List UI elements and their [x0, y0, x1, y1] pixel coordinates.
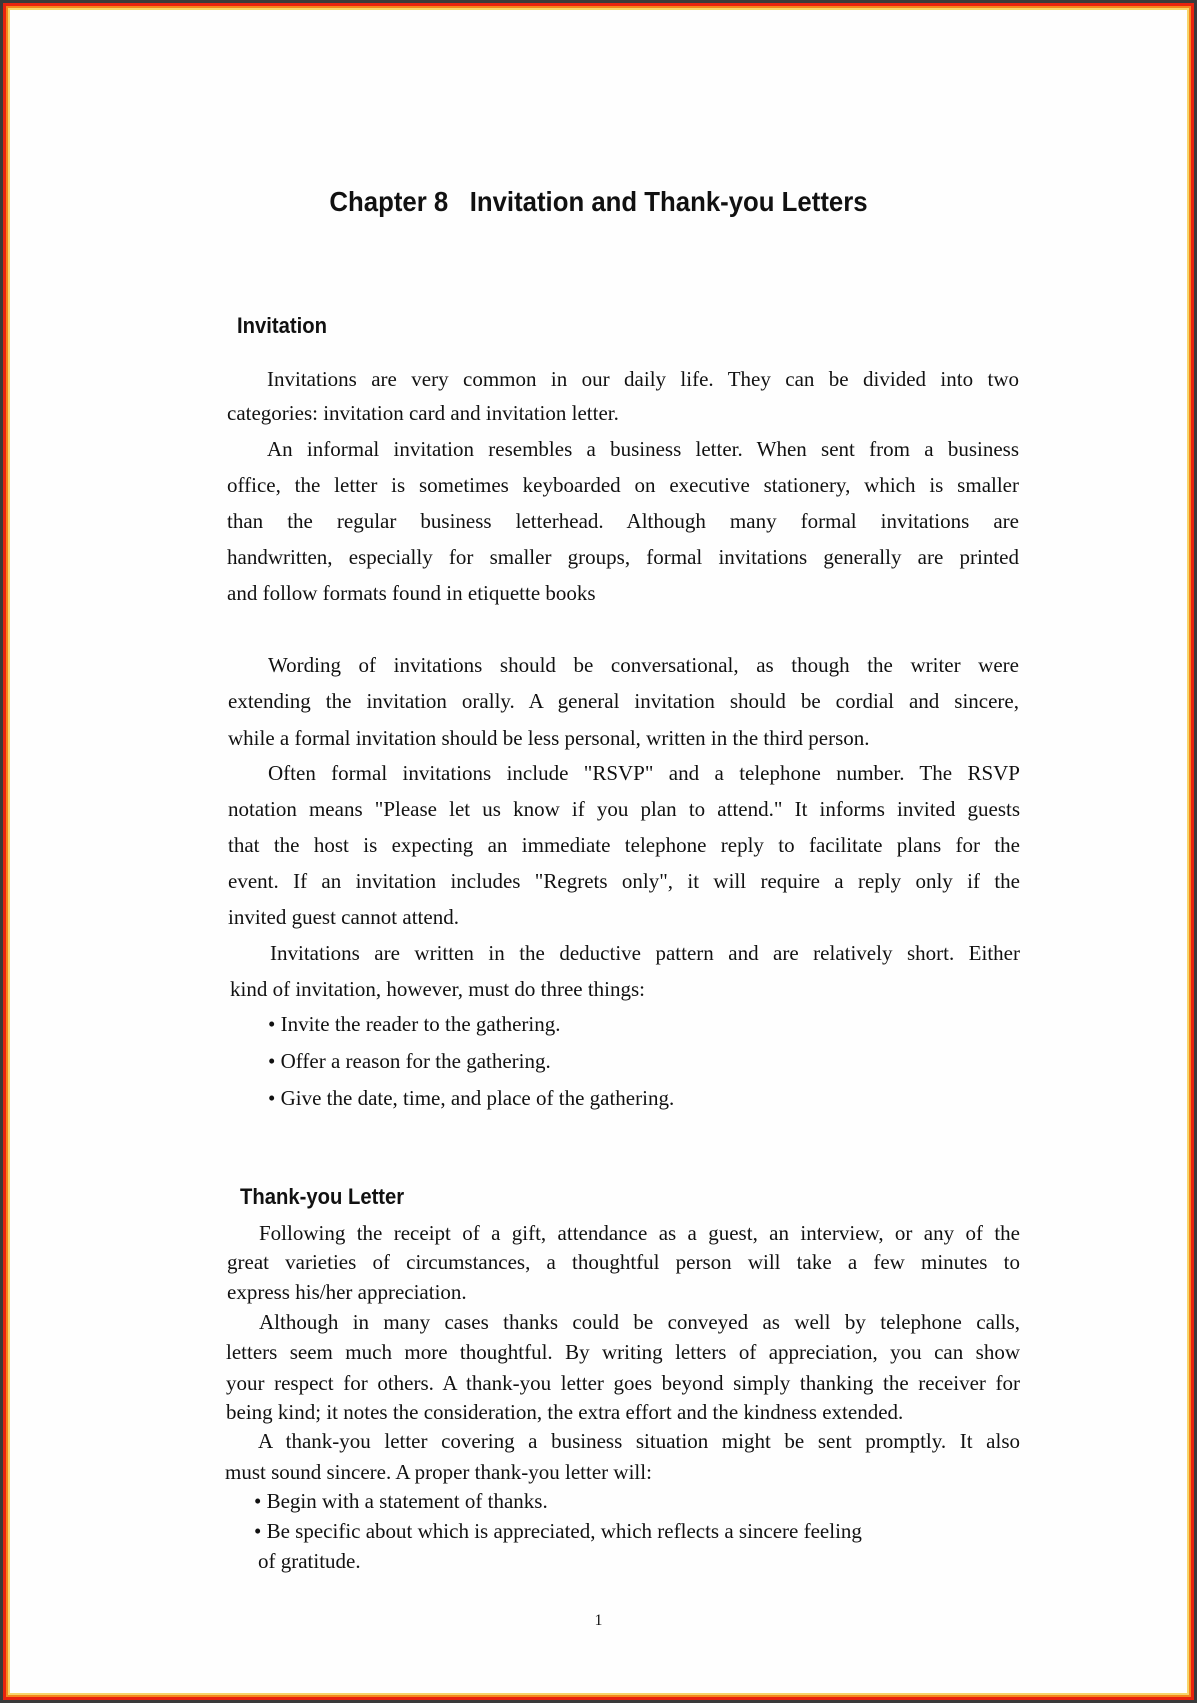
- invitation-text-line: • Give the date, time, and place of the gathering.: [268, 1086, 675, 1110]
- thank-you-text-line: express his/her appreciation.: [227, 1280, 467, 1304]
- page-number: 1: [594, 1612, 603, 1629]
- document-page: [10, 10, 1187, 1693]
- thank-you-text-line: of gratitude.: [258, 1549, 361, 1573]
- thank-you-text-line: must sound sincere. A proper thank-you letter will:: [225, 1460, 652, 1484]
- invitation-text-line: handwritten, especially for smaller groups, formal invitations generally are printed: [227, 545, 1019, 569]
- thank-you-text-line: great varieties of circumstances, a thoughtful person will take a few minutes to: [227, 1250, 1020, 1274]
- invitation-text-line: event. If an invitation includes "Regrets only", it will require a reply only if the: [228, 869, 1020, 893]
- thank-you-text-line: A thank-you letter covering a business situation might be sent promptly. It also: [258, 1429, 1020, 1453]
- thank-you-text-line: Although in many cases thanks could be conveyed as well by telephone calls,: [259, 1310, 1020, 1334]
- invitation-text-line: extending the invitation orally. A general invitation should be cordial and sincere,: [228, 689, 1019, 713]
- invitation-text-line: Wording of invitations should be conversational, as though the writer were: [268, 653, 1019, 677]
- invitation-text-line: office, the letter is sometimes keyboarded on executive stationery, which is smaller: [227, 473, 1019, 497]
- invitation-text-line: Invitations are written in the deductive pattern and are relatively short. Either: [270, 941, 1020, 965]
- thank-you-text-line: being kind; it notes the consideration, the extra effort and the kindness extended.: [226, 1400, 904, 1424]
- section-heading-thank-you: Thank-you Letter: [240, 1184, 405, 1209]
- invitation-text-line: and follow formats found in etiquette books: [227, 581, 596, 605]
- invitation-text-line: kind of invitation, however, must do three things:: [230, 977, 646, 1001]
- invitation-text-line: An informal invitation resembles a business letter. When sent from a business: [267, 437, 1019, 461]
- invitation-text-line: while a formal invitation should be less personal, written in the third person.: [228, 726, 870, 750]
- thank-you-text-line: Following the receipt of a gift, attendance as a guest, an interview, or any of the: [259, 1221, 1020, 1245]
- thank-you-text-line: your respect for others. A thank-you letter goes beyond simply thanking the receiver for: [226, 1371, 1020, 1395]
- invitation-text-line: Invitations are very common in our daily life. They can be divided into two: [267, 367, 1019, 391]
- invitation-text-line: than the regular business letterhead. Although many formal invitations are: [227, 509, 1019, 533]
- invitation-text-line: • Offer a reason for the gathering.: [268, 1049, 551, 1073]
- invitation-text-line: that the host is expecting an immediate telephone reply to facilitate plans for the: [228, 833, 1020, 857]
- thank-you-text-line: • Begin with a statement of thanks.: [254, 1489, 548, 1513]
- invitation-text-line: invited guest cannot attend.: [228, 905, 459, 929]
- invitation-text-line: • Invite the reader to the gathering.: [268, 1012, 561, 1036]
- thank-you-text-line: • Be specific about which is appreciated, which reflects a sincere feeling: [254, 1519, 862, 1543]
- chapter-title: Chapter 8 Invitation and Thank-you Letters: [329, 186, 868, 217]
- thank-you-text-line: letters seem much more thoughtful. By writing letters of appreciation, you can show: [226, 1340, 1020, 1364]
- section-heading-invitation: Invitation: [237, 313, 327, 338]
- invitation-text-line: Often formal invitations include "RSVP" and a telephone number. The RSVP: [268, 761, 1020, 785]
- invitation-text-line: categories: invitation card and invitation letter.: [227, 401, 619, 425]
- invitation-text-line: notation means "Please let us know if you plan to attend." It informs invited guests: [228, 797, 1020, 821]
